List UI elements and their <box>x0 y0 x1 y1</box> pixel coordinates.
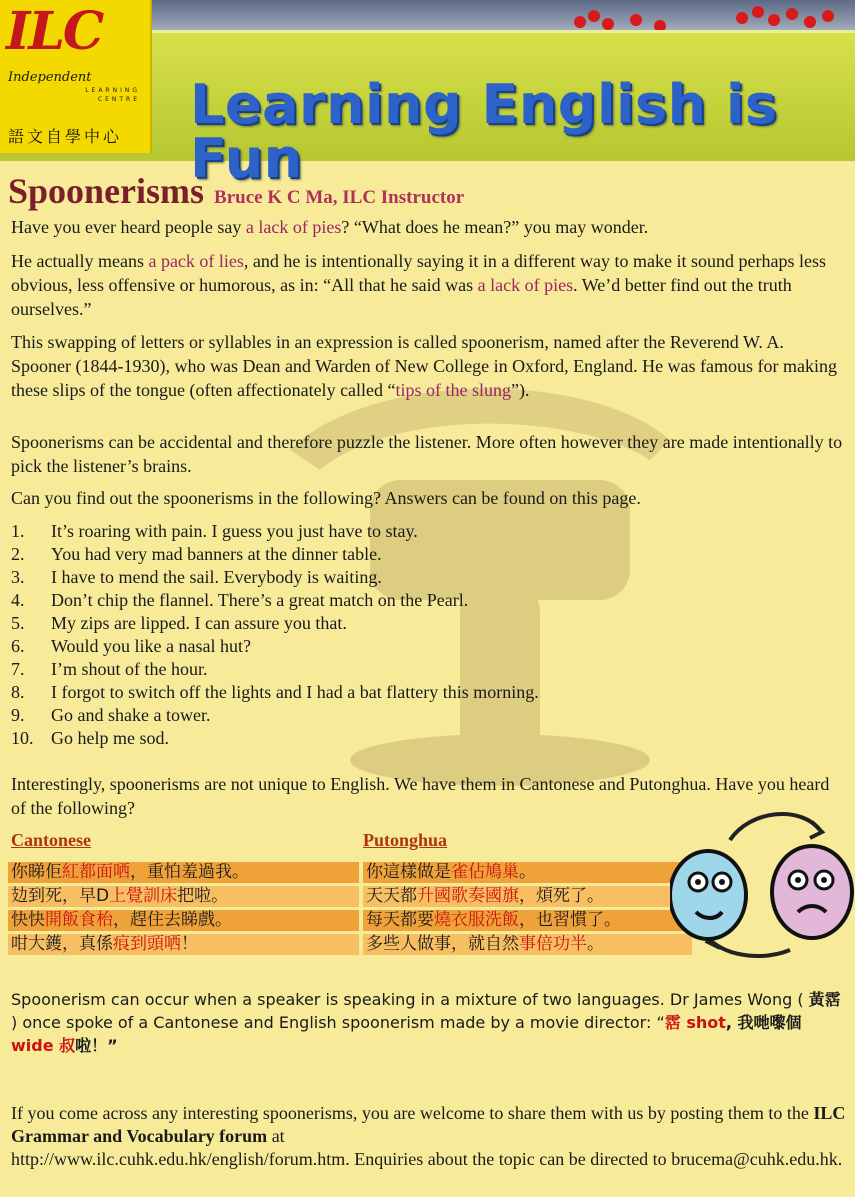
paragraph-origin <box>11 330 843 402</box>
question-item <box>11 635 539 658</box>
spoonerism-phrase: 開飯食枱 <box>45 910 113 930</box>
question-text: I have to mend the sail. Everybody is waiting. <box>51 567 382 587</box>
question-number: 10. <box>11 728 34 748</box>
spoonerism-question-list <box>11 520 539 750</box>
article-title: Spoonerisms <box>8 171 205 211</box>
text: If you come across any interesting spoonerisms, you are welcome to share them with us by posting them to the <box>11 1103 814 1123</box>
question-number: 4. <box>11 590 25 610</box>
text: He actually means <box>11 251 149 271</box>
logo-learning-centre <box>76 86 140 104</box>
email-link[interactable]: brucema@cuhk.edu.hk <box>671 1149 838 1169</box>
question-item <box>11 543 539 566</box>
text: 啦！” <box>75 1036 118 1055</box>
text: ，重怕羞過我。 <box>130 862 249 882</box>
question-number: 3. <box>11 567 25 587</box>
putonghua-example <box>363 862 692 883</box>
paragraph-mixed-language <box>11 988 843 1057</box>
text: This swapping of letters or syllables in an expression is called spoonerism, named after the Reverend W. A. Spooner (1844-1930), who was Dean and Warden of New College in Oxford, England. He was famous for making these slips of the tongue (often affectionately called “ <box>11 332 838 400</box>
highlight-phrase: a lack of pies <box>245 217 342 237</box>
forum-link[interactable]: http://www.ilc.cuhk.edu.hk/english/forum.htm <box>11 1149 346 1169</box>
question-item <box>11 681 539 704</box>
question-item <box>11 566 539 589</box>
text: 。 <box>519 862 536 882</box>
name-chinese: 黃霑 <box>808 990 841 1009</box>
question-number: 2. <box>11 544 25 564</box>
question-text: Go and shake a tower. <box>51 705 211 725</box>
text: 把啦。 <box>177 886 229 906</box>
spoonerism-phrase: 霑 shot <box>664 1013 726 1032</box>
text: 每天都要 <box>366 910 434 930</box>
question-text: Go help me sod. <box>51 728 169 748</box>
spoonerism-phrase: 紅都面哂 <box>62 862 130 882</box>
flowers-decoration <box>570 2 680 32</box>
question-text: I’m shout of the hour. <box>51 659 208 679</box>
cantonese-example <box>8 862 359 883</box>
paragraph-accidental: Spoonerisms can be accidental and therefore puzzle the listener. More often however they are made intentionally to pick the listener’s brains. <box>11 432 843 476</box>
putonghua-example <box>363 934 692 955</box>
question-item <box>11 727 539 750</box>
question-text: My zips are lipped. I can assure you that. <box>51 613 347 633</box>
logo-learning: LEARNING <box>85 87 140 94</box>
putonghua-example <box>363 910 692 931</box>
text: ！ <box>181 934 198 954</box>
cantonese-example <box>8 886 359 907</box>
text: 天天都 <box>366 886 417 906</box>
question-text: Would you like a nasal hut? <box>51 636 252 656</box>
putonghua-example <box>363 886 692 907</box>
question-number: 1. <box>11 521 25 541</box>
article-author: Bruce K C Ma, ILC Instructor <box>214 187 465 208</box>
paragraph-other-languages: Interestingly, spoonerisms are not unique to English. We have them in Cantonese and Putonghua. Have you heard of the following? <box>11 774 830 818</box>
question-number: 8. <box>11 682 25 702</box>
spoonerism-phrase: 雀佔鳩巢 <box>451 862 519 882</box>
question-text: You had very mad banners at the dinner table. <box>51 544 382 564</box>
paragraph-contact <box>11 1102 851 1171</box>
spoonerism-phrase: 痕到頭哂 <box>113 934 181 954</box>
question-text: Don’t chip the flannel. There’s a great match on the Pearl. <box>51 590 469 610</box>
text: . <box>837 1149 843 1169</box>
question-number: 6. <box>11 636 25 656</box>
text: ) once spoke of a Cantonese and English spoonerism made by a movie director: “ <box>11 1013 665 1032</box>
text: 你睇佢 <box>11 862 62 882</box>
spoonerism-phrase: 上覺訓床 <box>109 886 178 906</box>
text: . We’d better find out the truth ourselves.” <box>11 275 792 319</box>
question-text: It’s roaring with pain. I guess you just have to stay. <box>51 521 418 541</box>
text: , 我哋嚟個 <box>725 1013 802 1032</box>
text: ，煩死了。 <box>519 886 604 906</box>
spoonerism-phrase: 升國歌奏國旗 <box>417 886 519 906</box>
cantonese-heading: Cantonese <box>11 830 91 850</box>
text: 攰到死，早D <box>11 886 110 906</box>
article-heading <box>8 170 464 212</box>
text: 多些人做事，就自然 <box>366 934 519 954</box>
logo-chinese-name: 語文自學中心 <box>8 127 123 146</box>
paragraph-meaning <box>11 249 843 321</box>
question-item <box>11 658 539 681</box>
question-text: I forgot to switch off the lights and I had a bat flattery this morning. <box>51 682 539 702</box>
spoonerism-phrase: wide 叔 <box>11 1036 76 1055</box>
text: ，也習慣了。 <box>519 910 621 930</box>
highlight-phrase: a lack of pies <box>477 275 574 295</box>
text: Spoonerism can occur when a speaker is speaking in a mixture of two languages. Dr James Wong ( <box>11 990 809 1009</box>
paragraph-question-intro: Can you find out the spoonerisms in the following? Answers can be found on this page. <box>11 488 641 508</box>
logo-abbreviation: ILC <box>6 1 103 62</box>
logo-centre: CENTRE <box>97 96 140 103</box>
putonghua-heading: Putonghua <box>363 830 448 850</box>
flowers-decoration <box>730 2 840 32</box>
question-number: 7. <box>11 659 25 679</box>
spoonerism-phrase: 事倍功半 <box>519 934 587 954</box>
text: Have you ever heard people say <box>11 217 246 237</box>
banner-title: Learning English is Fun <box>190 73 778 190</box>
text: , and he is intentionally saying it in a different way to make it sound perhaps less obvious, less offensive or humorous, as in: “All that he said was <box>11 251 826 295</box>
text: ，趕住去睇戲。 <box>113 910 232 930</box>
text: 快快 <box>11 910 45 930</box>
question-item <box>11 589 539 612</box>
question-item <box>11 520 539 543</box>
question-number: 9. <box>11 705 25 725</box>
question-item <box>11 612 539 635</box>
question-item <box>11 704 539 727</box>
cantonese-example <box>8 910 359 931</box>
text: 你這樣做是 <box>366 862 451 882</box>
question-number: 5. <box>11 613 25 633</box>
text: ”). <box>511 380 530 400</box>
logo-independent: Independent <box>8 70 92 85</box>
ilc-logo <box>0 0 152 153</box>
text: at <box>267 1126 285 1146</box>
text: ? “What does he mean?” you may wonder. <box>341 217 649 237</box>
spoonerism-phrase: 燒衣服洗飯 <box>434 910 519 930</box>
swapping-faces-illustration <box>670 800 855 960</box>
text: 咁大鑊，真係 <box>11 934 113 954</box>
cantonese-example <box>8 934 359 955</box>
text: . Enquiries about the topic can be directed to <box>345 1149 672 1169</box>
paragraph-intro <box>11 215 843 239</box>
highlight-phrase: a pack of lies <box>148 251 244 271</box>
forum-name: ILC Grammar and Vocabulary forum <box>11 1103 846 1146</box>
text: 。 <box>587 934 604 954</box>
highlight-phrase: tips of the slung <box>395 380 512 400</box>
